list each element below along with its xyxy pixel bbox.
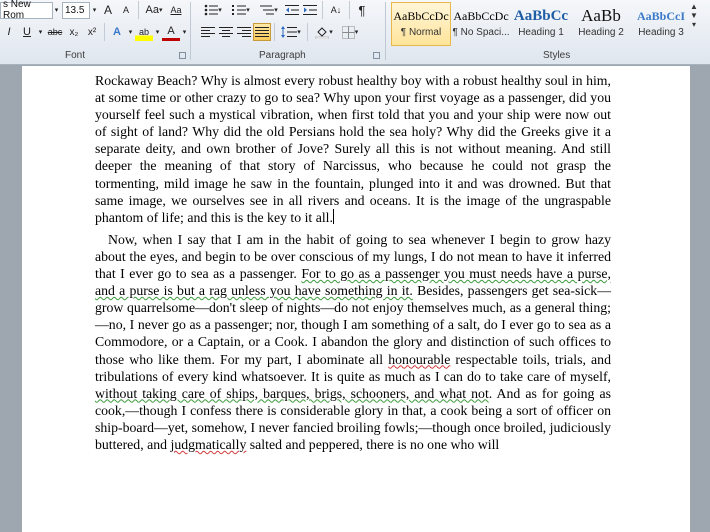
chevron-down-icon[interactable]: ▾ [54,7,59,14]
style-name: Heading 1 [518,27,564,38]
font-group-label: Font [65,50,86,61]
underline-button[interactable]: U [23,26,31,38]
multilevel-list-button[interactable] [255,1,283,19]
chevron-down-icon: ▾ [274,7,278,14]
style-heading-2[interactable] [571,2,631,46]
styles-group-label: Styles [543,50,571,61]
chevron-down-icon: ▾ [329,29,333,36]
paragraph-group-label: Paragraph [259,50,306,61]
paragraph[interactable]: Now, when I say that I am in the habit of going to sea whenever I begin to grow hazy about the eyes, and begin to be over conscious of my lungs, I do not mean to have it inferred that I ever go to sea as a passenger. For to go as a passenger you must needs have a purse, and a purse is but a rag unless you have something in it. Besides, passengers get sea-sick—grow quarrelsome—don't sleep of nights—do not enjoy themselves much, as a general thing;—no, I never go as a passenger; nor, though I am something of a salt, do I ever go to sea as a Commodore, or a Captain, or a Cook. I abandon the glory and distinction of such offices to those who like them. For my part, I abominate all honourable respectable toils, trials, and tribulations of every kind whatsoever. It is quite as much as I can do to take care of myself, without taking care of ships, barques, brigs, schooners, and what not. And as for going as cook,—though I confess there is considerable glory in that, a cook being a sort of officer on ship-board—yet, somehow, I never fancied broiling fowls;—though once broiled, judiciously buttered, and judgmatically salted and peppered, there is no one who will [95,231,611,452]
bullets-icon [204,4,218,16]
chevron-down-icon: ▾ [354,29,359,36]
chevron-down-icon[interactable]: ▾ [155,29,160,36]
paragraph-row-2 [199,23,363,41]
divider [104,23,105,41]
strikethrough-button[interactable]: abc [47,27,63,37]
style-name: Heading 2 [578,27,624,38]
chevron-down-icon: ▾ [297,29,301,36]
style-heading-3[interactable] [631,2,691,46]
chevron-down-icon: ▾ [218,7,222,14]
chevron-down-icon[interactable]: ▾ [38,29,43,36]
chevron-down-icon: ▾ [246,7,250,14]
chevron-down-icon[interactable]: ▾ [128,29,133,36]
justify-button[interactable] [253,23,271,41]
style-preview: AaBbCc [513,8,569,24]
align-right-icon [237,26,251,38]
show-formatting-button[interactable]: ¶ [358,2,366,18]
paint-bucket-icon [315,26,329,39]
style-name: ¶ Normal [400,27,442,38]
align-center-icon [219,26,233,38]
align-left-button[interactable] [199,23,217,41]
grammar-flag[interactable]: without taking care of ships, barques, brigs, schooners, and what not [95,385,489,401]
clear-formatting-button[interactable]: Aa [170,5,182,15]
shrink-font-button[interactable]: A [122,5,129,15]
divider [138,1,139,19]
justify-icon [255,26,269,38]
chevron-down-icon[interactable]: ▾ [92,7,97,14]
increase-indent-icon [303,4,317,16]
divider [322,1,323,19]
divider [349,1,350,19]
italic-button[interactable]: I [7,26,11,38]
spelling-flag[interactable]: honourable [388,351,451,367]
change-case-button[interactable]: Aa ▾ [145,4,163,16]
text-effects-button[interactable]: A [113,26,121,38]
decrease-indent-button[interactable] [283,1,301,19]
style-preview: AaBbCcDc [453,9,509,23]
align-center-button[interactable] [217,23,235,41]
font-row-1 [0,1,186,19]
font-row-2 [0,23,189,41]
sort-button[interactable]: A↓ [330,5,342,15]
shading-button[interactable] [311,23,337,41]
divider [274,23,275,41]
increase-indent-button[interactable] [301,1,319,19]
chevron-down-icon[interactable]: ▾ [182,29,187,36]
font-color-button[interactable]: A [162,23,180,41]
align-right-button[interactable] [235,23,253,41]
subscript-button[interactable]: x₂ [69,26,79,38]
line-spacing-button[interactable] [278,23,304,41]
superscript-button[interactable]: x² [87,26,97,38]
group-divider [385,2,386,60]
document-page[interactable] [22,66,690,532]
numbering-icon [232,4,246,16]
style-name: ¶ No Spaci... [452,27,510,38]
numbering-button[interactable] [227,1,255,19]
font-size-box[interactable]: 13.5 [62,2,90,19]
paragraph[interactable]: Rockaway Beach? Why is almost every robust healthy boy with a robust healthy soul in him, at some time or other crazy to go to sea? Why upon your first voyage as a passenger, did you yourself feel such a mystical vibration, when first told that you and your ship were now out of sight of land? Why did the old Persians hold the sea holy? Why did the Greeks give it a separate deity, and own brother of Jove? Surely all this is not without meaning. And still deeper the meaning of that story of Narcissus, who because he could not grasp the tormenting, mild image he saw in the fountain, plunged into it and was drowned. But that same image, we ourselves see in all rivers and oceans. It is the image of the ungraspable phantom of life; and this is the key to it all. [95,73,611,225]
chevron-down-icon: ▾ [158,7,163,14]
styles-scroll[interactable] [686,2,702,46]
style-preview: AaBbCcDc [393,9,449,23]
spelling-flag[interactable]: judgmatically [170,436,247,452]
style-preview: AaBbCcI [636,9,685,23]
more-styles-icon[interactable]: ▾ [691,20,696,29]
grammar-flag[interactable]: For to go as a passenger you must needs have a purse, and a purse is but a rag unless you have something in it. [95,266,611,299]
grow-font-button[interactable]: A [103,3,112,17]
style-no-spacing[interactable] [451,2,511,46]
paragraph-row-1 [199,1,371,19]
paragraph-dialog-launcher-icon[interactable] [373,52,380,59]
styles-gallery [391,2,691,46]
text-cursor [333,209,334,224]
divider [307,23,308,41]
style-normal[interactable] [391,2,451,46]
document-body[interactable] [95,72,611,453]
decrease-indent-icon [285,4,299,16]
borders-button[interactable] [337,23,363,41]
align-left-icon [201,26,215,38]
style-name: Heading 3 [638,27,684,38]
borders-icon [342,26,355,39]
font-dialog-launcher-icon[interactable] [179,52,186,59]
scroll-down-icon[interactable]: ▼ [690,11,698,20]
style-heading-1[interactable] [511,2,571,46]
group-divider [190,2,191,60]
font-name-box[interactable]: s New Rom [0,2,53,19]
multilevel-list-icon [260,4,274,16]
highlight-button[interactable]: ab [135,23,153,41]
line-spacing-icon [281,26,297,38]
ribbon [0,0,710,65]
style-preview: AaBb [581,6,621,25]
bullets-button[interactable] [199,1,227,19]
scroll-up-icon[interactable]: ▲ [690,2,698,11]
